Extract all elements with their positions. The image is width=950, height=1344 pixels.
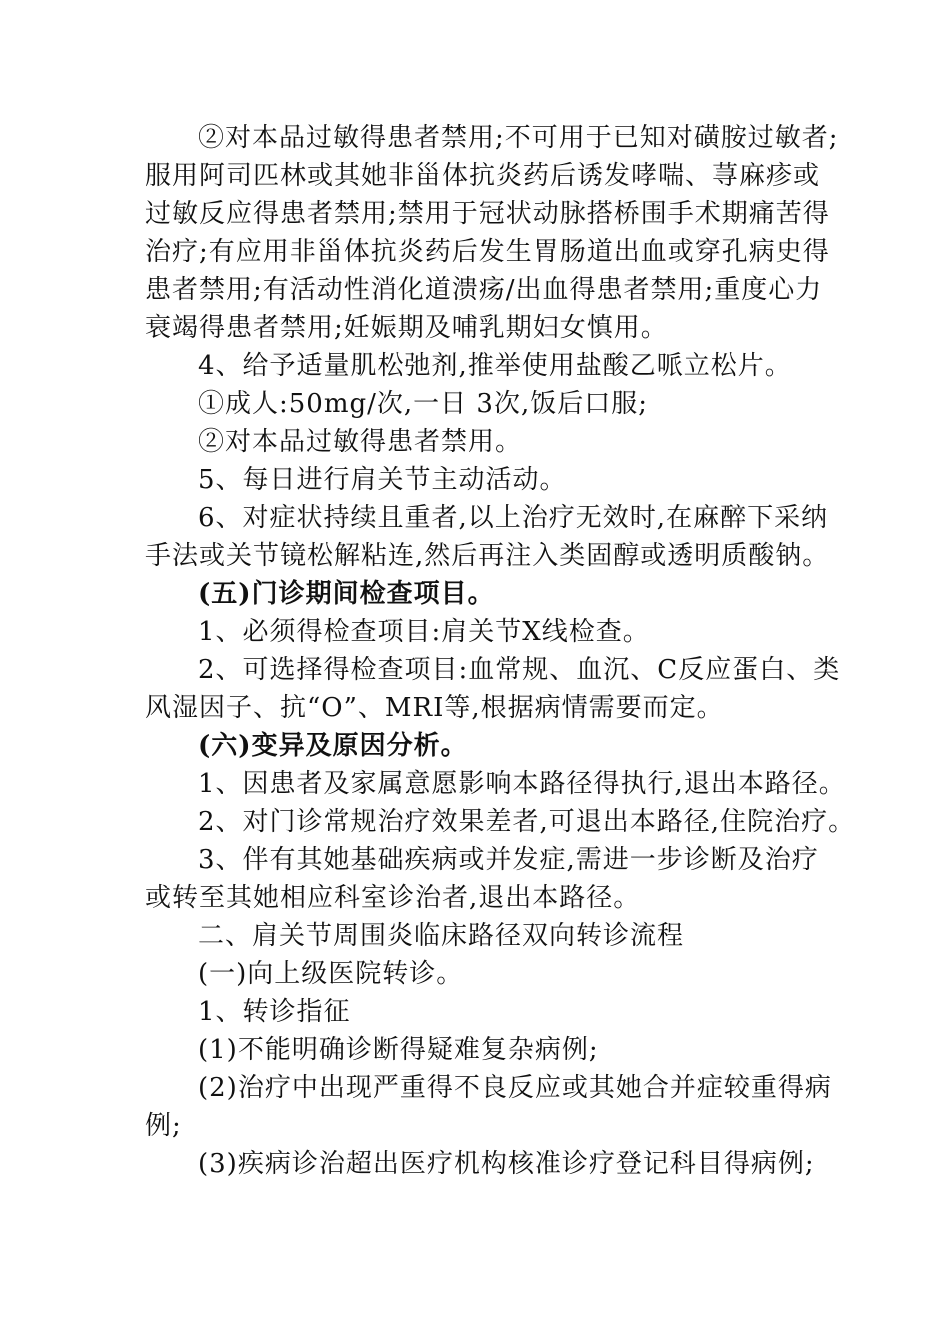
paragraph-line: (2)治疗中出现严重得不良反应或其她合并症较重得病 (198, 1073, 832, 1103)
paragraph-line: 1、转诊指征 (198, 997, 351, 1027)
paragraph-line: 6、对症状持续且重者,以上治疗无效时,在麻醉下采纳 (198, 503, 829, 533)
paragraph-line: 服用阿司匹林或其她非甾体抗炎药后诱发哮喘、荨麻疹或 (145, 161, 821, 191)
paragraph-line: 3、伴有其她基础疾病或并发症,需进一步诊断及治疗 (198, 845, 819, 875)
paragraph-line: 患者禁用;有活动性消化道溃疡/出血得患者禁用;重度心力 (145, 275, 823, 305)
paragraph-line: ②对本品过敏得患者禁用。 (198, 427, 523, 457)
paragraph-line: 2、可选择得检查项目:血常规、血沉、C反应蛋白、类 (198, 655, 841, 685)
paragraph-line: ①成人:50mg/次,一日 3次,饭后口服; (198, 389, 648, 419)
paragraph-line: 过敏反应得患者禁用;禁用于冠状动脉搭桥围手术期痛苦得 (145, 199, 830, 229)
paragraph-line: 或转至其她相应科室诊治者,退出本路径。 (145, 883, 641, 913)
paragraph-line: 二、肩关节周围炎临床路径双向转诊流程 (198, 921, 685, 951)
paragraph-line: 衰竭得患者禁用;妊娠期及哺乳期妇女慎用。 (145, 313, 668, 343)
section-heading: (五)门诊期间检查项目。 (198, 579, 495, 609)
paragraph-line: 4、给予适量肌松弛剂,推举使用盐酸乙哌立松片。 (198, 351, 792, 381)
section-heading: (六)变异及原因分析。 (198, 731, 468, 761)
paragraph-line: 风湿因子、抗“O”、MRI等,根据病情需要而定。 (145, 693, 724, 723)
paragraph-line: 5、每日进行肩关节主动活动。 (198, 465, 567, 495)
paragraph-line: 治疗;有应用非甾体抗炎药后发生胃肠道出血或穿孔病史得 (145, 237, 830, 267)
paragraph-line: 1、因患者及家属意愿影响本路径得执行,退出本路径。 (198, 769, 846, 799)
paragraph-line: 例; (145, 1111, 182, 1141)
paragraph-line: (一)向上级医院转诊。 (198, 959, 464, 989)
paragraph-line: (1)不能明确诊断得疑难复杂病例; (198, 1035, 599, 1065)
paragraph-line: 1、必须得检查项目:肩关节X线检查。 (198, 617, 650, 647)
paragraph-line: (3)疾病诊治超出医疗机构核准诊疗登记科目得病例; (198, 1149, 815, 1179)
paragraph-line: ②对本品过敏得患者禁用;不可用于已知对磺胺过敏者; (198, 123, 839, 153)
paragraph-line: 2、对门诊常规治疗效果差者,可退出本路径,住院治疗。 (198, 807, 856, 837)
paragraph-line: 手法或关节镜松解粘连,然后再注入类固醇或透明质酸钠。 (145, 541, 830, 571)
